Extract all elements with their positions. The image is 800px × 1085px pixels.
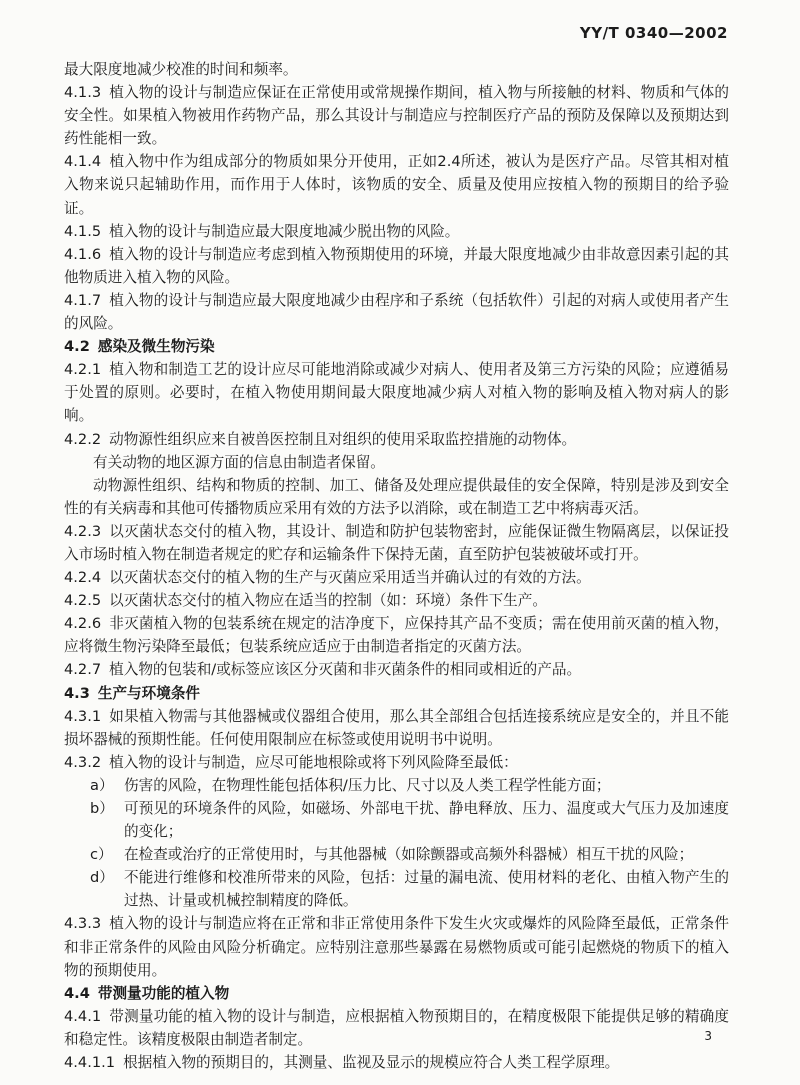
list-item [90,774,729,797]
clause-paragraph [64,705,729,751]
clause-paragraph [64,358,729,427]
clause-paragraph [64,612,729,658]
clause-number: 4.3.3 [64,915,102,933]
list-item-label: b） [90,800,114,817]
clause-number: 4.2.6 [64,615,102,633]
standard-code: YY/T 0340—2002 [579,24,728,42]
clause-paragraph [64,289,729,335]
section-heading [64,982,729,1005]
clause-paragraph [64,751,729,774]
clause-text: 最大限度地减少校准的时间和频率。 [64,61,298,78]
clause-text: 动物源性组织、结构和物质的控制、加工、储备及处理应提供最佳的安全保障，特别是涉及到安全性的有关病毒和其他可传播物质应采用有效的方法予以消除，或在制造工艺中将病毒灭活。 [64,476,729,517]
clause-text: 植入物的设计与制造应将在正常和非正常使用条件下发生火灾或爆炸的风险降至最低，正常条件和非正常条件的风险由风险分析确定。应特别注意那些暴露在易燃物质或可能引起燃烧的物质下的植入物的预期使用。 [64,915,729,979]
clause-text: 带测量功能的植入物 [97,984,230,1002]
clause-number: 4.1.3 [64,84,102,102]
list-item [90,797,729,843]
clause-paragraph [64,589,729,612]
clause-number: 4.2.4 [64,569,102,587]
list-item-text: 伤害的风险，在物理性能包括体积/压力比、尺寸以及人类工程学性能方面； [124,776,611,794]
section-heading [64,682,729,705]
clause-number: 4.3.1 [64,707,102,725]
clause-number: 4.1.4 [64,153,102,171]
clause-paragraph [64,1005,729,1051]
clause-number: 4.2.5 [64,592,102,610]
clause-number: 4.4.1.1 [64,1054,116,1072]
clause-paragraph [64,520,729,566]
clause-number: 4.2.2 [64,430,102,448]
section-heading [64,335,729,358]
clause-number: 4.2.3 [64,522,102,540]
list-item-text: 不能进行维修和校准所带来的风险，包括：过量的漏电流、使用材料的老化、由植入物产生的过热、计量或机械控制精度的降低。 [124,869,729,910]
page-number: 3 [704,1029,712,1043]
list-item-text: 在检查或治疗的正常使用时，与其他器械（如除颤器或高频外科器械）相互干扰的风险； [124,846,694,864]
clause-text: 生产与环境条件 [97,684,201,702]
clause-text: 根据植入物的预期目的，其测量、监视及显示的规模应符合人类工程学原理。 [123,1054,620,1072]
document-body [64,58,729,1074]
clause-number: 4.2.7 [64,661,102,679]
clause-number: 4.4 [64,984,90,1002]
list-item-label: d） [90,869,114,887]
clause-paragraph [64,1051,729,1074]
clause-text: 如果植入物需与其他器械或仪器组合使用，那么其全部组合包括连接系统应是安全的，并且不能损坏器械的预期性能。任何使用限制应在标签或使用说明书中说明。 [64,707,729,748]
clause-text: 植入物的设计与制造应保证在正常使用或常规操作期间，植入物与所接触的材料、物质和气体的安全性。如果植入物被用作药物产品，那么其设计与制造应与控制医疗产品的预防及保障以及预期达到药性能相一致。 [64,84,729,148]
list-item [90,866,729,912]
clause-number: 4.1.5 [64,222,102,240]
clause-paragraph [64,566,729,589]
clause-text: 植入物中作为组成部分的物质如果分开使用，正如2.4所述，被认为是医疗产品。尽管其相对植入物来说只起辅助作用，而作用于人体时，该物质的安全、质量及使用应按植入物的预期目的给予验证。 [64,153,729,217]
clause-text: 植入物的设计与制造应考虑到植入物预期使用的环境，并最大限度地减少由非故意因素引起的其他物质进入植入物的风险。 [64,245,729,286]
clause-paragraph [64,912,729,981]
clause-text: 植入物和制造工艺的设计应尽可能地消除或减少对病人、使用者及第三方污染的风险；应遵循易于处置的原则。必要时，在植入物使用期间最大限度地减少病人对植入物的影响及植入物对病人的影响。 [64,361,729,425]
clause-number: 4.2.1 [64,361,102,379]
clause-paragraph [64,150,729,219]
paragraph [64,451,729,474]
clause-paragraph [64,220,729,243]
list-item-label: a） [90,776,114,794]
clause-text: 植入物的设计与制造，应尽可能地根除或将下列风险降至最低： [109,753,518,771]
clause-number: 4.4.1 [64,1007,102,1025]
list-item-text: 可预见的环境条件的风险，如磁场、外部电干扰、静电释放、压力、温度或大气压力及加速度的变化； [124,800,729,841]
clause-number: 4.3 [64,684,90,702]
clause-text: 以灭菌状态交付的植入物应在适当的控制（如：环境）条件下生产。 [109,592,547,610]
clause-paragraph [64,428,729,451]
clause-number: 4.1.6 [64,245,102,263]
clause-text: 植入物的包装和/或标签应该区分灭菌和非灭菌条件的相同或相近的产品。 [109,661,582,679]
clause-number: 4.3.2 [64,753,102,771]
clause-paragraph [64,81,729,150]
clause-text: 动物源性组织应来自被兽医控制且对组织的使用采取监控措施的动物体。 [109,430,577,448]
clause-text: 非灭菌植入物的包装系统在规定的洁净度下，应保持其产品不变质；需在使用前灭菌的植入物，应将微生物污染降至最低；包装系统应适应于由制造者指定的灭菌方法。 [64,615,729,656]
clause-paragraph [64,58,729,81]
clause-number: 4.2 [64,338,90,356]
clause-text: 感染及微生物污染 [97,338,215,356]
list-item [90,843,729,866]
clause-text: 植入物的设计与制造应最大限度地减少由程序和子系统（包括软件）引起的对病人或使用者产生的风险。 [64,291,729,333]
list-item-label: c） [90,846,113,864]
clause-text: 以灭菌状态交付的植入物的生产与灭菌应采用适当并确认过的有效的方法。 [109,569,591,587]
clause-paragraph [64,243,729,289]
clause-text: 有关动物的地区源方面的信息由制造者保留。 [93,453,385,471]
clause-paragraph [64,658,729,681]
clause-text: 植入物的设计与制造应最大限度地减少脱出物的风险。 [109,222,460,240]
clause-text: 以灭菌状态交付的植入物，其设计、制造和防护包装物密封，应能保证微生物隔离层，以保证投入市场时植入物在制造者规定的贮存和运输条件下保持无菌，直至防护包装被破坏或打开。 [64,522,729,563]
paragraph [64,474,729,520]
clause-number: 4.1.7 [64,291,102,309]
clause-text: 带测量功能的植入物的设计与制造，应根据植入物预期目的，在精度极限下能提供足够的精确度和稳定性。该精度极限由制造者制定。 [64,1007,729,1048]
